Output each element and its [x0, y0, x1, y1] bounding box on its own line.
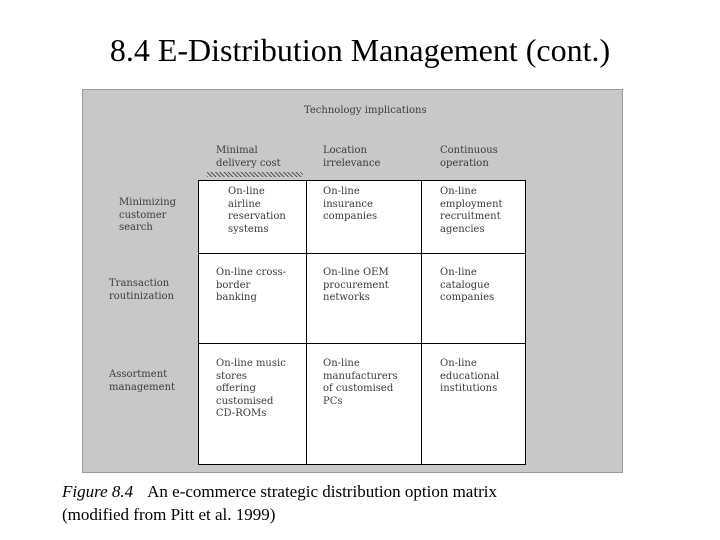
row-header-2: Transaction routinization: [109, 278, 175, 302]
matrix-cell: On-line manufacturers of customised PCs: [323, 358, 398, 407]
caption-line-1: An e-commerce strategic distribution option matrix: [147, 482, 497, 501]
hatch-mark: [207, 172, 303, 177]
grid-line: [199, 343, 525, 344]
top-label: Technology implications: [304, 105, 427, 116]
matrix-cell: On-line insurance companies: [323, 186, 378, 222]
grid-line: [199, 253, 525, 254]
matrix-cell: On-line educational institutions: [440, 358, 500, 394]
figure-matrix: [82, 89, 623, 473]
grid-line: [306, 181, 307, 464]
matrix-cell: On-line OEM procurement networks: [323, 267, 389, 303]
grid-line: [421, 181, 422, 464]
matrix-cell: On-line music stores offering customised CD-ROMs: [216, 358, 286, 419]
matrix-grid: [198, 180, 526, 465]
column-header-2: Location irrelevance: [323, 145, 381, 169]
matrix-cell: On-line employment recruitment agencies: [440, 186, 503, 235]
row-header-3: Assortment management: [109, 369, 176, 393]
figure-caption: [62, 480, 497, 526]
row-header-1: Minimizing customer search: [119, 197, 177, 233]
column-header-1: Minimal delivery cost: [216, 145, 281, 169]
slide-title: 8.4 E-Distribution Management (cont.): [109, 32, 611, 68]
matrix-cell: On-line catalogue companies: [440, 267, 495, 303]
matrix-cell: On-line airline reservation systems: [228, 186, 286, 235]
matrix-cell: On-line cross- border banking: [216, 267, 286, 303]
column-header-3: Continuous operation: [440, 145, 498, 169]
figure-number: Figure 8.4: [62, 482, 134, 501]
caption-line-2: (modified from Pitt et al. 1999): [62, 505, 276, 524]
